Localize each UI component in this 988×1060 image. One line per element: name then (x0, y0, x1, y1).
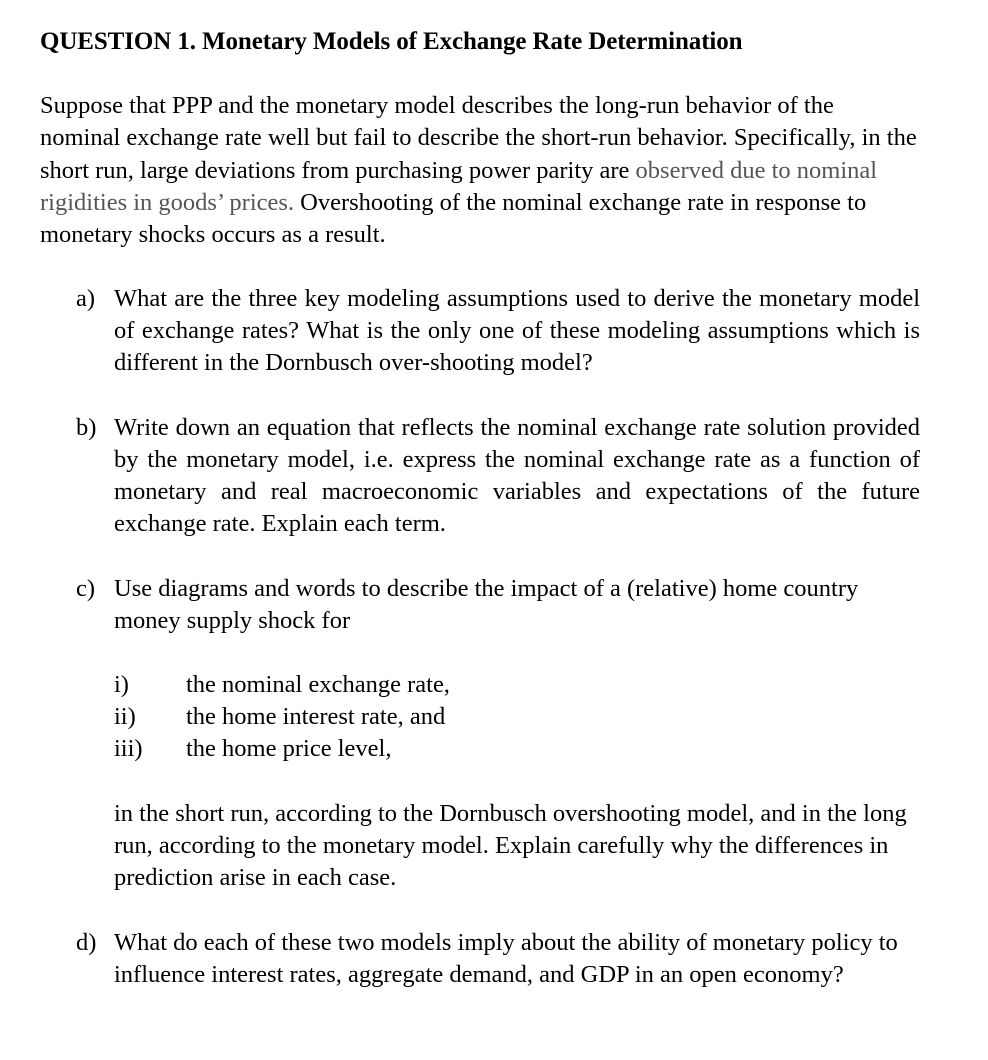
question-c-after: in the short run, according to the Dornbusch overshooting model, and in the long run, according to the monetary model. Explain carefully why the differences in prediction arise in each case. (114, 800, 907, 892)
list-item-text: the nominal exchange rate, (186, 671, 450, 699)
list-item-text: the home interest rate, and (186, 703, 446, 731)
list-item-number: ii) (114, 703, 136, 731)
list-item (114, 701, 920, 733)
question-a (76, 283, 920, 379)
question-c-text: Use diagrams and words to describe the impact of a (relative) home country money supply shock for (114, 575, 859, 635)
list-item-number: iii) (114, 735, 143, 763)
list-item-text: the home price level, (186, 735, 392, 763)
question-c-label: c) (76, 575, 96, 603)
list-item (114, 733, 920, 765)
question-title: QUESTION 1. Monetary Models of Exchange Rate Determination (40, 28, 743, 55)
intro-muted: observed due to nominal rigidities in goods’ prices. (40, 156, 878, 216)
question-b (76, 412, 920, 540)
list-item-number: i) (114, 671, 129, 699)
question-b-text: Write down an equation that reflects the nominal exchange rate solution provided by the monetary model, i.e. express the nominal exchange rate as a function of monetary and real macroeconomic variables and expectations of the future exchange rate. Explain each term. (114, 414, 920, 538)
question-d (76, 927, 920, 991)
question-a-label: a) (76, 285, 96, 313)
intro-paragraph (40, 90, 920, 251)
intro-end: Overshooting of the nominal exchange rate in response to monetary shocks occurs as a result. (40, 188, 867, 249)
question-a-text: What are the three key modeling assumptions used to derive the monetary model of exchange rates? What is the only one of these modeling assumptions which is different in the Dornbusch over-shooting model? (114, 285, 920, 377)
question-d-label: d) (76, 929, 97, 957)
question-c (76, 573, 920, 894)
question-d-text: What do each of these two models imply about the ability of monetary policy to influence interest rates, aggregate demand, and GDP in an open economy? (114, 929, 898, 989)
intro-main: Suppose that PPP and the monetary model describes the long-run behavior of the nominal exchange rate well but fail to describe the short-run behavior. Specifically, in the short run, large deviations from purchasing power parity are (40, 92, 917, 184)
list-item (114, 669, 920, 701)
document-page (40, 28, 930, 991)
question-b-label: b) (76, 414, 97, 442)
question-c-sublist (114, 669, 920, 765)
